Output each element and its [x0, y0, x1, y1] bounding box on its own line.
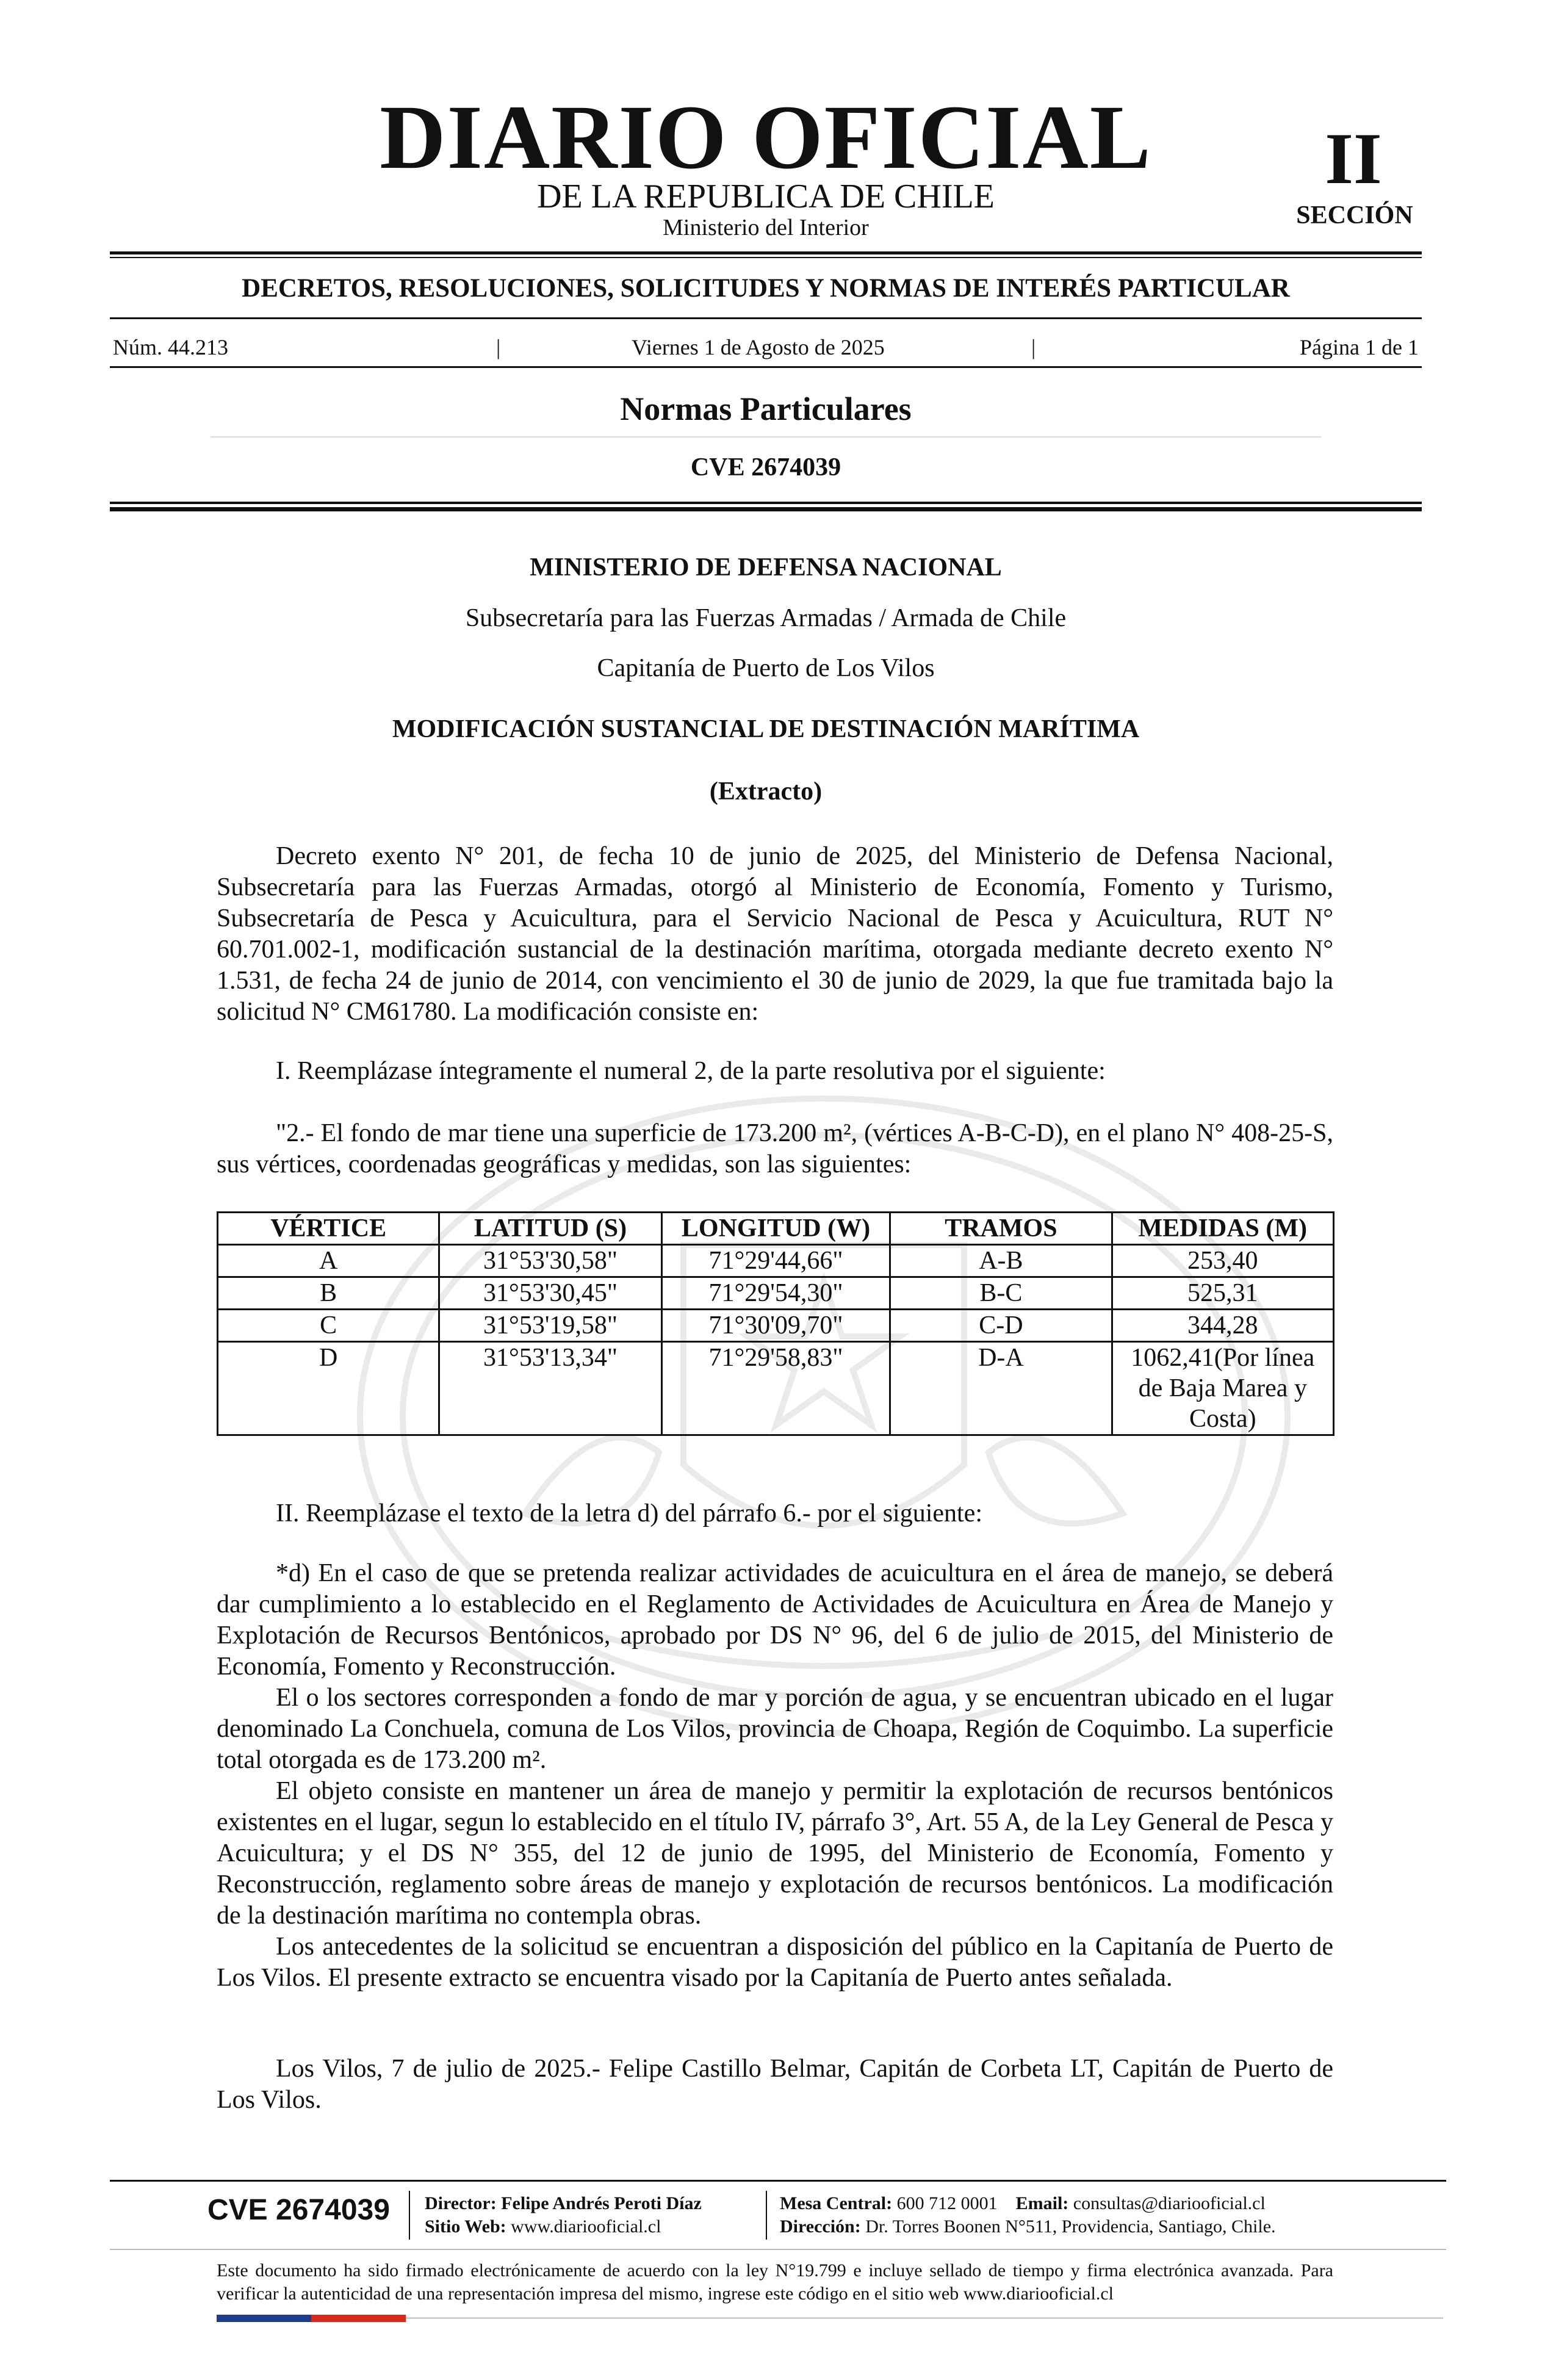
cell-vertice: A [218, 1245, 439, 1277]
cell-medida: 344,28 [1112, 1310, 1333, 1342]
director-label: Director: [425, 2193, 497, 2213]
footer-rule [110, 2180, 1446, 2182]
cell-tramo: B-C [890, 1277, 1112, 1310]
cell-medida: 525,31 [1112, 1277, 1333, 1310]
cell-vertice: B [218, 1277, 439, 1310]
section-divider [211, 436, 1321, 438]
banner-rule [110, 317, 1422, 319]
body-paragraphs [217, 1558, 1333, 1994]
footer-separator [409, 2191, 410, 2240]
info-rule [110, 366, 1422, 368]
footer-divider [110, 2249, 1446, 2250]
cve-rule-thick [110, 507, 1422, 511]
cell-longitud: 71°29'44,66" [661, 1245, 890, 1277]
section-number: II [1325, 118, 1382, 199]
mesa-phone: 600 712 0001 [896, 2193, 998, 2213]
flag-stripe-blue [217, 2315, 311, 2322]
coordinates-table [217, 1211, 1334, 1436]
subsecretaria-line: Subsecretaría para las Fuerzas Armadas / Armada de Chile [465, 604, 1067, 632]
cell-tramo: C-D [890, 1310, 1112, 1342]
section-label: SECCIÓN [1296, 201, 1413, 229]
header-tramos: TRAMOS [890, 1213, 1112, 1245]
cell-tramo: A-B [890, 1245, 1112, 1277]
objective-paragraph: El objeto consiste en mantener un área de manejo y permitir la explotación de recursos bentónicos existentes en el lugar, segun lo establecido en el título IV, párrafo 3°, Art. 55 A, de la Ley General de Pesca y Acuicultura; y el DS N° 355, del 12 de junio de 1995, del Ministerio de Economía, Fomento y Reconstrucción, reglamento sobre áreas de manejo y explotación de recursos bentónicos. La modificación de la destinación marítima no contempla obras. [217, 1777, 1333, 1930]
letter-d-paragraph: *d) En el caso de que se pretenda realizar actividades de acuicultura en el área de manejo, se deberá dar cumplimiento a lo establecido en el Reglamento de Actividades de Acuicultura en Área de Manejo y Explotación de Recursos Bentónicos, aprobado por DS N° 96, del 6 de julio de 2015, del Ministerio de Economía, Fomento y Reconstrucción. [217, 1559, 1333, 1681]
flag-stripe-line [406, 2317, 1443, 2319]
table-row [218, 1245, 1334, 1277]
cve-code: CVE 2674039 [690, 453, 841, 481]
cell-longitud: 71°29'58,83" [661, 1342, 890, 1435]
site-label: Sitio Web: [425, 2216, 506, 2237]
section-banner: DECRETOS, RESOLUCIONES, SOLICITUDES Y NORMAS DE INTERÉS PARTICULAR [242, 274, 1290, 303]
ministry-line: Ministerio del Interior [663, 215, 869, 240]
issue-date: Viernes 1 de Agosto de 2025 [632, 335, 885, 359]
header-medidas: MEDIDAS (M) [1112, 1213, 1333, 1245]
email-link[interactable]: consultas@diariooficial.cl [1073, 2193, 1266, 2213]
separator: | [1031, 335, 1036, 359]
footer-director-block [425, 2192, 702, 2238]
ministry-heading: MINISTERIO DE DEFENSA NACIONAL [530, 554, 1002, 582]
decree-paragraph: Decreto exento N° 201, de fecha 10 de junio de 2025, del Ministerio de Defensa Nacional, Subsecretaría para las Fuerzas Armadas, otorgó al Ministerio de Economía, Fomento y Turismo, Subsecretaría de Pesca y Acuicultura, para el Servicio Nacional de Pesca y Acuicultura, RUT N° 60.701.002-1, modificación sustancial de la destinación marítima, otorgada mediante decreto exento N° 1.531, de fecha 24 de junio de 2014, con vencimiento el 30 de junio de 2029, la que fue tramitada bajo la solicitud N° CM61780. La modificación consiste en: [217, 842, 1333, 1026]
address-value: Dr. Torres Boonen N°511, Providencia, Santiago, Chile. [865, 2216, 1276, 2237]
header-latitud: LATITUD (S) [439, 1213, 661, 1245]
amendment-1-text: I. Reemplázase íntegramente el numeral 2, de la parte resolutiva por el siguiente: [276, 1057, 1106, 1085]
footer-cve: CVE 2674039 [207, 2194, 390, 2226]
cell-medida: 1062,41(Por línea de Baja Marea y Costa) [1112, 1342, 1333, 1435]
numeral-2-text: "2.- El fondo de mar tiene una superficie de 173.200 m², (vértices A-B-C-D), en el plano N° 408-25-S, sus vértices, coordenadas geográficas y medidas, son las siguientes: [217, 1119, 1333, 1178]
cell-longitud: 71°30'09,70" [661, 1310, 890, 1342]
amendment-2 [217, 1498, 1333, 1529]
director-name: Felipe Andrés Peroti Díaz [501, 2193, 702, 2213]
email-label: Email: [1015, 2193, 1069, 2213]
intro-paragraph [217, 841, 1333, 1028]
cell-tramo: D-A [890, 1342, 1112, 1435]
document-title: MODIFICACIÓN SUSTANCIAL DE DESTINACIÓN MARÍTIMA [392, 715, 1140, 743]
separator: | [496, 335, 501, 359]
cell-latitud: 31°53'19,58" [439, 1310, 661, 1342]
header-longitud: LONGITUD (W) [661, 1213, 890, 1245]
newspaper-subtitle: DE LA REPUBLICA DE CHILE [537, 178, 995, 215]
page-number: Página 1 de 1 [1300, 335, 1419, 359]
signature-paragraph: Los Vilos, 7 de julio de 2025.- Felipe Castillo Belmar, Capitán de Corbeta LT, Capitán de Puerto de Los Vilos. [217, 2055, 1333, 2114]
section-title: Normas Particulares [620, 391, 912, 427]
masthead-rule [110, 251, 1422, 254]
table-row [218, 1277, 1334, 1310]
cell-latitud: 31°53'13,34" [439, 1342, 661, 1435]
electronic-signature-disclaimer: Este documento ha sido firmado electrónicamente de acuerdo con la ley N°19.799 e incluye sellado de tiempo y firma electrónica avanzada. Para verificar la autenticidad de una representación impresa del mismo, ingrese este código en el sitio web www.diariooficial.cl [217, 2260, 1333, 2304]
cve-rule [110, 502, 1422, 504]
cell-latitud: 31°53'30,58" [439, 1245, 661, 1277]
table-row [218, 1342, 1334, 1435]
location-paragraph: El o los sectores corresponden a fondo de mar y porción de agua, y se encuentran ubicado en el lugar denominado La Conchuela, comuna de Los Vilos, provincia de Choapa, Región de Coquimbo. La superficie total otorgada es de 173.200 m². [217, 1684, 1333, 1774]
amendment-2-text: II. Reemplázase el texto de la letra d) del párrafo 6.- por el siguiente: [276, 1499, 982, 1527]
issue-info-bar [113, 333, 1419, 362]
cell-vertice: D [218, 1342, 439, 1435]
cell-latitud: 31°53'30,45" [439, 1277, 661, 1310]
site-link[interactable]: www.diariooficial.cl [511, 2216, 661, 2237]
table-header-row [218, 1213, 1334, 1245]
table-row [218, 1310, 1334, 1342]
cell-medida: 253,40 [1112, 1245, 1333, 1277]
amendment-1 [217, 1056, 1333, 1087]
footer-separator [766, 2191, 767, 2240]
cell-longitud: 71°29'54,30" [661, 1277, 890, 1310]
signature-block [217, 2054, 1333, 2116]
flag-stripe-red [311, 2315, 406, 2322]
numeral-2 [217, 1118, 1333, 1180]
availability-paragraph: Los antecedentes de la solicitud se encuentran a disposición del público en la Capitanía de Puerto de Los Vilos. El presente extracto se encuentra visado por la Capitanía de Puerto antes señalada. [217, 1933, 1333, 1992]
newspaper-title: DIARIO OFICIAL [380, 87, 1152, 188]
mesa-label: Mesa Central: [780, 2193, 893, 2213]
masthead-rule-thin [110, 257, 1422, 258]
cell-vertice: C [218, 1310, 439, 1342]
issue-number: Núm. 44.213 [113, 335, 228, 359]
capitania-line: Capitanía de Puerto de Los Vilos [597, 654, 935, 682]
address-label: Dirección: [780, 2216, 861, 2237]
header-vertice: VÉRTICE [218, 1213, 439, 1245]
footer-contact-block [780, 2192, 1276, 2238]
extract-label: (Extracto) [709, 777, 823, 806]
